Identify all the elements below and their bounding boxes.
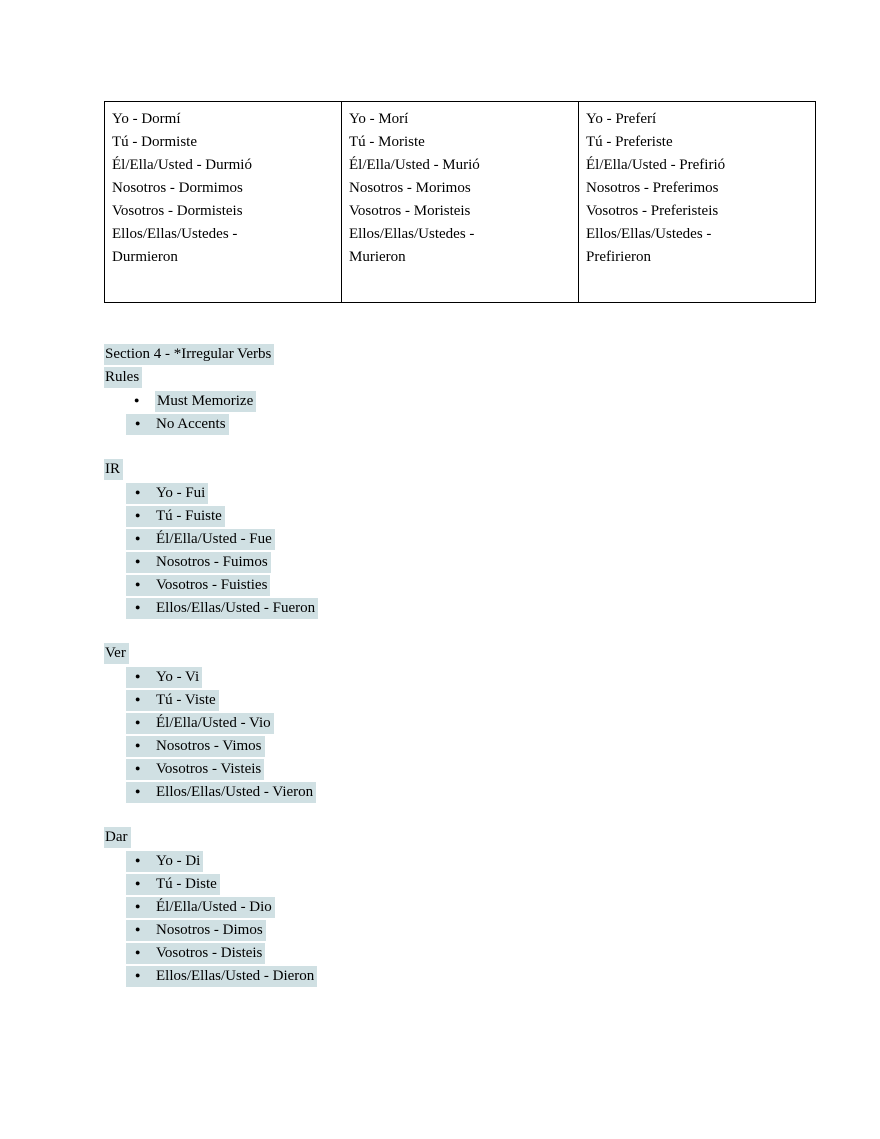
bullet-list-item [104,527,744,550]
section-heading-text: Rules [104,367,142,388]
conjugation-table-row [105,102,816,303]
bullet-icon: ● [135,855,141,865]
conjugation-line: Vosotros - Preferisteis [586,203,719,219]
bullet-list-item [104,757,744,780]
highlight-band [126,966,317,987]
highlight-band [126,943,265,964]
conjugation-line: Prefirieron [586,249,651,265]
bullet-item-text: Él/Ella/Usted - Fue [156,531,272,547]
section-heading-text: Section 4 - *Irregular Verbs [104,344,274,365]
bullet-icon: ● [135,717,141,727]
section-heading-line [104,343,744,366]
bullet-list-item [104,711,744,734]
section-heading-text: Ver [104,643,129,664]
conjugation-line: Él/Ella/Usted - Prefirió [586,157,726,173]
bullet-list-item [104,688,744,711]
verb-section [104,826,744,987]
highlight-band [126,851,203,872]
notes-content [104,343,744,1010]
conjugation-line: Durmieron [112,249,178,265]
conjugation-line: Tú - Moriste [349,134,425,150]
bullet-item-text: Vosotros - Disteis [156,945,263,961]
highlight-band [126,575,270,596]
conjugation-line: Yo - Preferí [586,111,657,127]
bullet-icon: ● [135,602,141,612]
verb-section [104,642,744,803]
bullet-icon: ● [135,740,141,750]
conjugation-line: Nosotros - Morimos [349,180,471,196]
bullet-item-text: Ellos/Ellas/Usted - Fueron [156,600,316,616]
highlight-band [126,759,264,780]
bullet-item-text: Él/Ella/Usted - Dio [156,899,272,915]
highlight-band [126,874,220,895]
bullet-icon: ● [135,786,141,796]
conjugation-line: Nosotros - Dormimos [112,180,243,196]
bullet-item-text: Yo - Di [156,853,201,869]
section-heading-line [104,458,744,481]
conjugation-cell [342,102,579,303]
verb-section [104,343,744,435]
conjugation-line: Ellos/Ellas/Ustedes - [349,226,475,242]
bullet-item-text: Tú - Fuiste [156,508,222,524]
bullet-item-text: Yo - Vi [156,669,200,685]
conjugation-line: Nosotros - Preferimos [586,180,719,196]
highlight-band [126,736,265,757]
bullet-list-item [104,550,744,573]
bullet-icon: ● [135,556,141,566]
bullet-item-text: Tú - Viste [156,692,216,708]
highlight-band [126,529,275,550]
bullet-item-text: Nosotros - Fuimos [156,554,268,570]
bullet-icon: ● [135,947,141,957]
section-heading-text: Dar [104,827,131,848]
highlight-band [126,920,266,941]
bullet-item-text: Ellos/Ellas/Usted - Vieron [156,784,314,800]
conjugation-line: Vosotros - Moristeis [349,203,471,219]
bullet-icon: ● [135,763,141,773]
conjugation-table [104,101,816,303]
bullet-icon: ● [135,970,141,980]
bullet-item-text: Vosotros - Fuisties [156,577,268,593]
section-heading-line [104,366,744,389]
bullet-list-item [104,412,744,435]
bullet-list-item [104,596,744,619]
conjugation-table-body [105,102,816,303]
bullet-item-text: Vosotros - Visteis [156,761,262,777]
bullet-item-text: Yo - Fui [156,485,206,501]
conjugation-line: Tú - Preferiste [586,134,673,150]
section-heading-text: IR [104,459,123,480]
bullet-icon: ● [135,418,141,428]
bullet-list-item [104,734,744,757]
bullet-item-text: No Accents [156,416,226,432]
conjugation-line: Vosotros - Dormisteis [112,203,243,219]
bullet-icon: ● [135,533,141,543]
conjugation-line: Él/Ella/Usted - Durmió [112,157,252,173]
bullet-list-item [104,895,744,918]
bullet-icon: ● [135,579,141,589]
section-heading-line [104,642,744,665]
conjugation-line: Tú - Dormiste [112,134,197,150]
conjugation-line: Ellos/Ellas/Ustedes - [112,226,238,242]
section-heading-line [104,826,744,849]
highlight-band [126,690,219,711]
bullet-list-item [104,504,744,527]
bullet-item-text: Él/Ella/Usted - Vio [156,715,271,731]
bullet-icon: ● [135,671,141,681]
conjugation-line: Ellos/Ellas/Ustedes - [586,226,712,242]
highlight-band [155,391,256,412]
bullet-item-text: Must Memorize [157,393,254,409]
bullet-list-item [104,481,744,504]
bullet-item-text: Nosotros - Dimos [156,922,263,938]
bullet-icon: ● [135,510,141,520]
bullet-list-item [104,573,744,596]
highlight-band [126,552,271,573]
verb-section [104,458,744,619]
highlight-band [126,667,202,688]
bullet-list-item [104,665,744,688]
highlight-band [126,897,275,918]
conjugation-line: Murieron [349,249,406,265]
conjugation-line: Yo - Dormí [112,111,181,127]
highlight-band [126,713,274,734]
bullet-icon: ● [135,901,141,911]
bullet-list-item [104,849,744,872]
bullet-icon: ● [134,395,140,405]
bullet-list-item [104,918,744,941]
conjugation-cell [105,102,342,303]
bullet-item-text: Tú - Diste [156,876,217,892]
highlight-band [126,598,318,619]
conjugation-line: Yo - Morí [349,111,409,127]
bullet-icon: ● [135,694,141,704]
highlight-band [126,414,229,435]
highlight-band [126,483,208,504]
highlight-band [126,506,225,527]
bullet-icon: ● [135,487,141,497]
conjugation-line: Él/Ella/Usted - Murió [349,157,480,173]
bullet-icon: ● [135,924,141,934]
highlight-band [126,782,316,803]
bullet-list-item [104,941,744,964]
bullet-item-text: Ellos/Ellas/Usted - Dieron [156,968,315,984]
bullet-list-item [104,780,744,803]
bullet-list-item [104,389,744,412]
bullet-list-item [104,872,744,895]
bullet-list-item [104,964,744,987]
bullet-item-text: Nosotros - Vimos [156,738,262,754]
conjugation-cell [579,102,816,303]
bullet-icon: ● [135,878,141,888]
